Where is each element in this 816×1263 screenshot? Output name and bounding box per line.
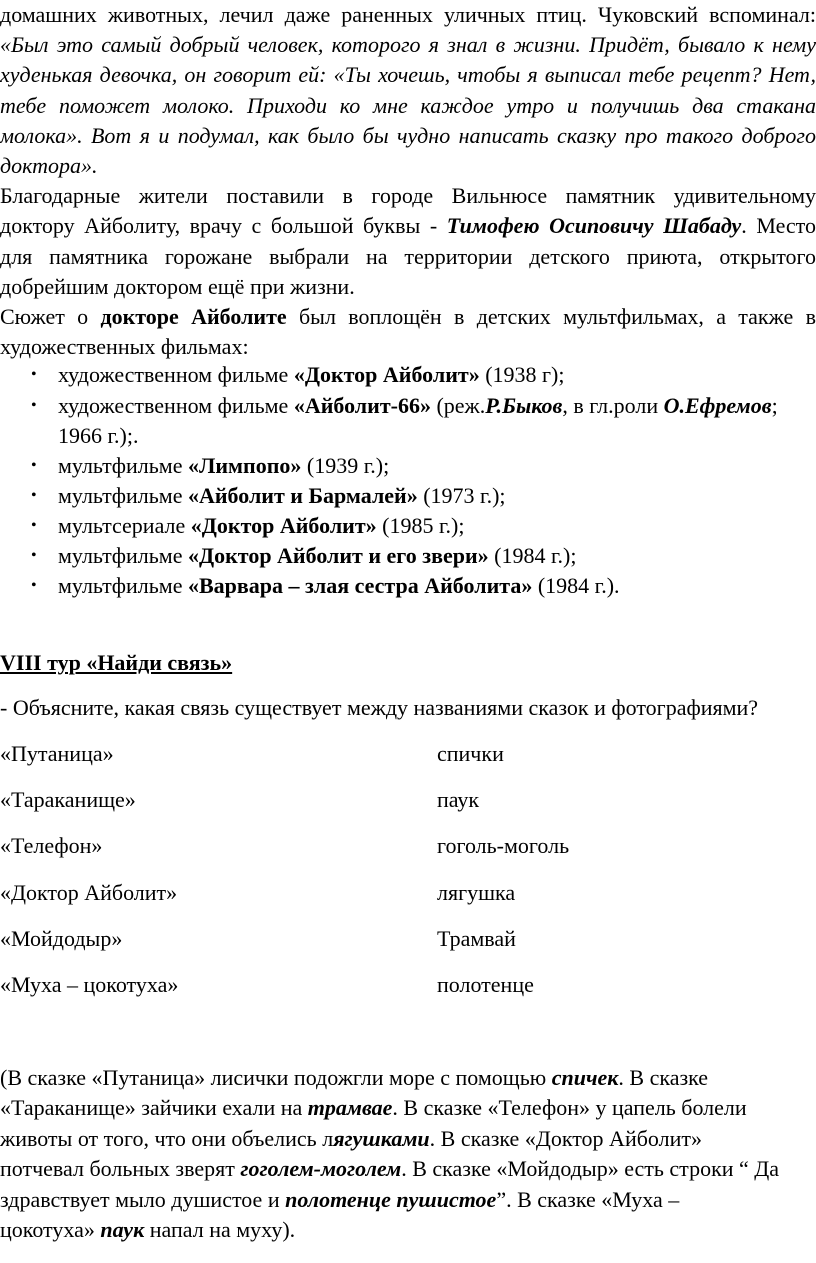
emphasized-text: «Доктор Айболит и его звери» <box>187 543 489 568</box>
text-line <box>58 541 816 571</box>
text-line <box>58 481 816 511</box>
text-line <box>0 1215 816 1245</box>
bullet-icon: • <box>31 577 37 595</box>
bullet-icon: • <box>31 396 37 414</box>
text-line <box>0 121 816 151</box>
text-run: потчевал больных зверят <box>0 1156 241 1182</box>
text-run: (реж. <box>430 392 486 418</box>
text-line <box>0 332 816 362</box>
text-run: напал на муху). <box>144 1217 296 1242</box>
emphasized-text: паук <box>100 1217 145 1242</box>
text-run: для памятника горожане выбрали на территории детского приюта, открытого <box>0 243 816 269</box>
emphasized-text: «Лимпопо» <box>187 452 302 478</box>
emphasized-text: «Айболит-66» <box>293 392 431 418</box>
emphasized-text: «Доктор Айболит» <box>190 512 377 538</box>
emphasized-text: «Доктор Айболит» <box>293 362 480 388</box>
text-run: здравствует мыло душистое и <box>0 1186 286 1212</box>
text-line <box>0 0 816 30</box>
matching-item: лягушка <box>437 879 516 905</box>
text-run: мультсериале <box>58 512 191 538</box>
matching-item: спички <box>437 741 504 766</box>
text-run: (1984 г.); <box>488 543 577 568</box>
tale-title: «Мойдодыр» <box>0 925 123 951</box>
emphasized-text: спичек <box>551 1065 619 1090</box>
emphasized-text: молока». Вот я и подумал, как было бы чудно написать сказку про такого доброго <box>0 122 816 148</box>
text-run: Сюжет о <box>0 304 101 329</box>
tale-title: «Доктор Айболит» <box>0 879 178 905</box>
text-line <box>58 360 816 390</box>
text-run: (1938 г); <box>479 362 565 388</box>
text-run: художественных фильмах: <box>0 334 249 360</box>
text-run: животы от того, что они объелись л <box>0 1125 334 1151</box>
text-line <box>58 451 816 481</box>
emphasized-text: ягушками <box>333 1125 430 1151</box>
tale-title: «Муха – цокотуха» <box>0 972 179 997</box>
emphasized-text: худенькая девочка, он говорит ей: «Ты хочешь, чтобы я выписал тебе рецепт? Нет, <box>0 62 816 88</box>
bullet-icon: • <box>31 366 37 384</box>
emphasized-text: «Варвара – злая сестра Айболита» <box>187 573 533 599</box>
tale-title: «Путаница» <box>0 741 114 766</box>
text-run: . В сказке <box>618 1065 709 1090</box>
text-run: (В сказке «Путаница» лисички подожгли море с помощью <box>0 1065 552 1090</box>
emphasized-text: Тимофею Осиповичу Шабаду <box>446 213 742 239</box>
text-line <box>0 272 816 302</box>
text-line <box>0 60 816 90</box>
text-run: мультфильме <box>58 482 188 508</box>
text-run: художественном фильме <box>58 392 294 418</box>
text-run: ; <box>771 392 778 418</box>
emphasized-text: доктора». <box>0 153 98 178</box>
text-line <box>0 1093 816 1123</box>
text-run: домашних животных, лечил даже раненных уличных птиц. Чуковский вспоминал: <box>0 2 816 27</box>
text-run: ”. В сказке «Муха – <box>496 1186 680 1212</box>
tale-title: «Телефон» <box>0 833 103 859</box>
text-line <box>0 151 816 181</box>
text-line <box>0 181 816 211</box>
text-line <box>58 511 816 541</box>
text-line <box>58 421 816 451</box>
emphasized-text: тебе поможет молоко. Приходи ко мне каждое утро и получишь два стакана <box>0 92 816 118</box>
text-run: . В сказке «Мойдодыр» есть строки “ Да <box>401 1156 780 1182</box>
text-line <box>0 242 816 272</box>
tale-title: «Тараканище» <box>0 787 136 813</box>
emphasized-text: Р.Быков <box>485 392 563 418</box>
text-run: мультфильме <box>58 543 188 568</box>
text-run: (1973 г.); <box>417 482 506 508</box>
emphasized-text: «Айболит и Бармалей» <box>187 482 418 508</box>
text-line <box>0 30 816 60</box>
text-run: (1985 г.); <box>376 512 465 538</box>
text-run: (1939 г.); <box>301 452 390 478</box>
text-line <box>0 211 816 241</box>
bullet-icon: • <box>31 456 37 474</box>
matching-item: полотенце <box>437 972 534 997</box>
text-run: был воплощён в детских мультфильмах, а также в <box>286 304 816 329</box>
text-run: , в гл.роли <box>562 392 664 418</box>
text-run: . В сказке «Телефон» у цапель болели <box>392 1095 747 1121</box>
text-line <box>0 1063 816 1093</box>
emphasized-text: «Был это самый добрый человек, которого я знал в жизни. Придёт, бывало к нему <box>0 32 816 58</box>
text-run: художественном фильме <box>58 362 294 388</box>
matching-item: паук <box>437 787 480 813</box>
matching-item: Трамвай <box>437 925 516 951</box>
emphasized-text: докторе Айболите <box>100 304 287 329</box>
text-line <box>0 1124 816 1154</box>
text-run: доктору Айболиту, врачу с большой буквы - <box>0 213 447 239</box>
bullet-icon: • <box>31 516 37 534</box>
text-line <box>58 391 816 421</box>
text-run: цокотуха» <box>0 1217 101 1242</box>
text-line <box>0 302 816 332</box>
text-line <box>0 1154 816 1184</box>
text-line <box>58 571 816 601</box>
text-run: 1966 г.);. <box>58 422 139 448</box>
section-heading: VIII тур «Найди связь» <box>0 650 233 675</box>
text-run: (1984 г.). <box>532 573 620 599</box>
bullet-icon: • <box>31 547 37 564</box>
emphasized-text: трамвае <box>307 1095 393 1121</box>
bullet-icon: • <box>31 486 37 504</box>
matching-item: гоголь-моголь <box>437 833 570 859</box>
text-run: мультфильме <box>58 573 188 599</box>
text-line <box>0 91 816 121</box>
text-run: Благодарные жители поставили в городе Вильнюсе памятник удивительному <box>0 183 816 209</box>
question-text: - Объясните, какая связь существует между названиями сказок и фотографиями? <box>0 695 759 720</box>
text-run: . В сказке «Доктор Айболит» <box>429 1125 702 1151</box>
text-line <box>0 1185 816 1215</box>
emphasized-text: О.Ефремов <box>663 392 772 418</box>
text-run: мультфильме <box>58 452 188 478</box>
emphasized-text: полотенце пушистое <box>285 1186 497 1212</box>
text-run: «Тараканище» зайчики ехали на <box>0 1095 308 1121</box>
text-run: . Место <box>741 213 816 239</box>
text-run: добрейшим доктором ещё при жизни. <box>0 273 355 299</box>
emphasized-text: гоголем-моголем <box>240 1156 402 1182</box>
